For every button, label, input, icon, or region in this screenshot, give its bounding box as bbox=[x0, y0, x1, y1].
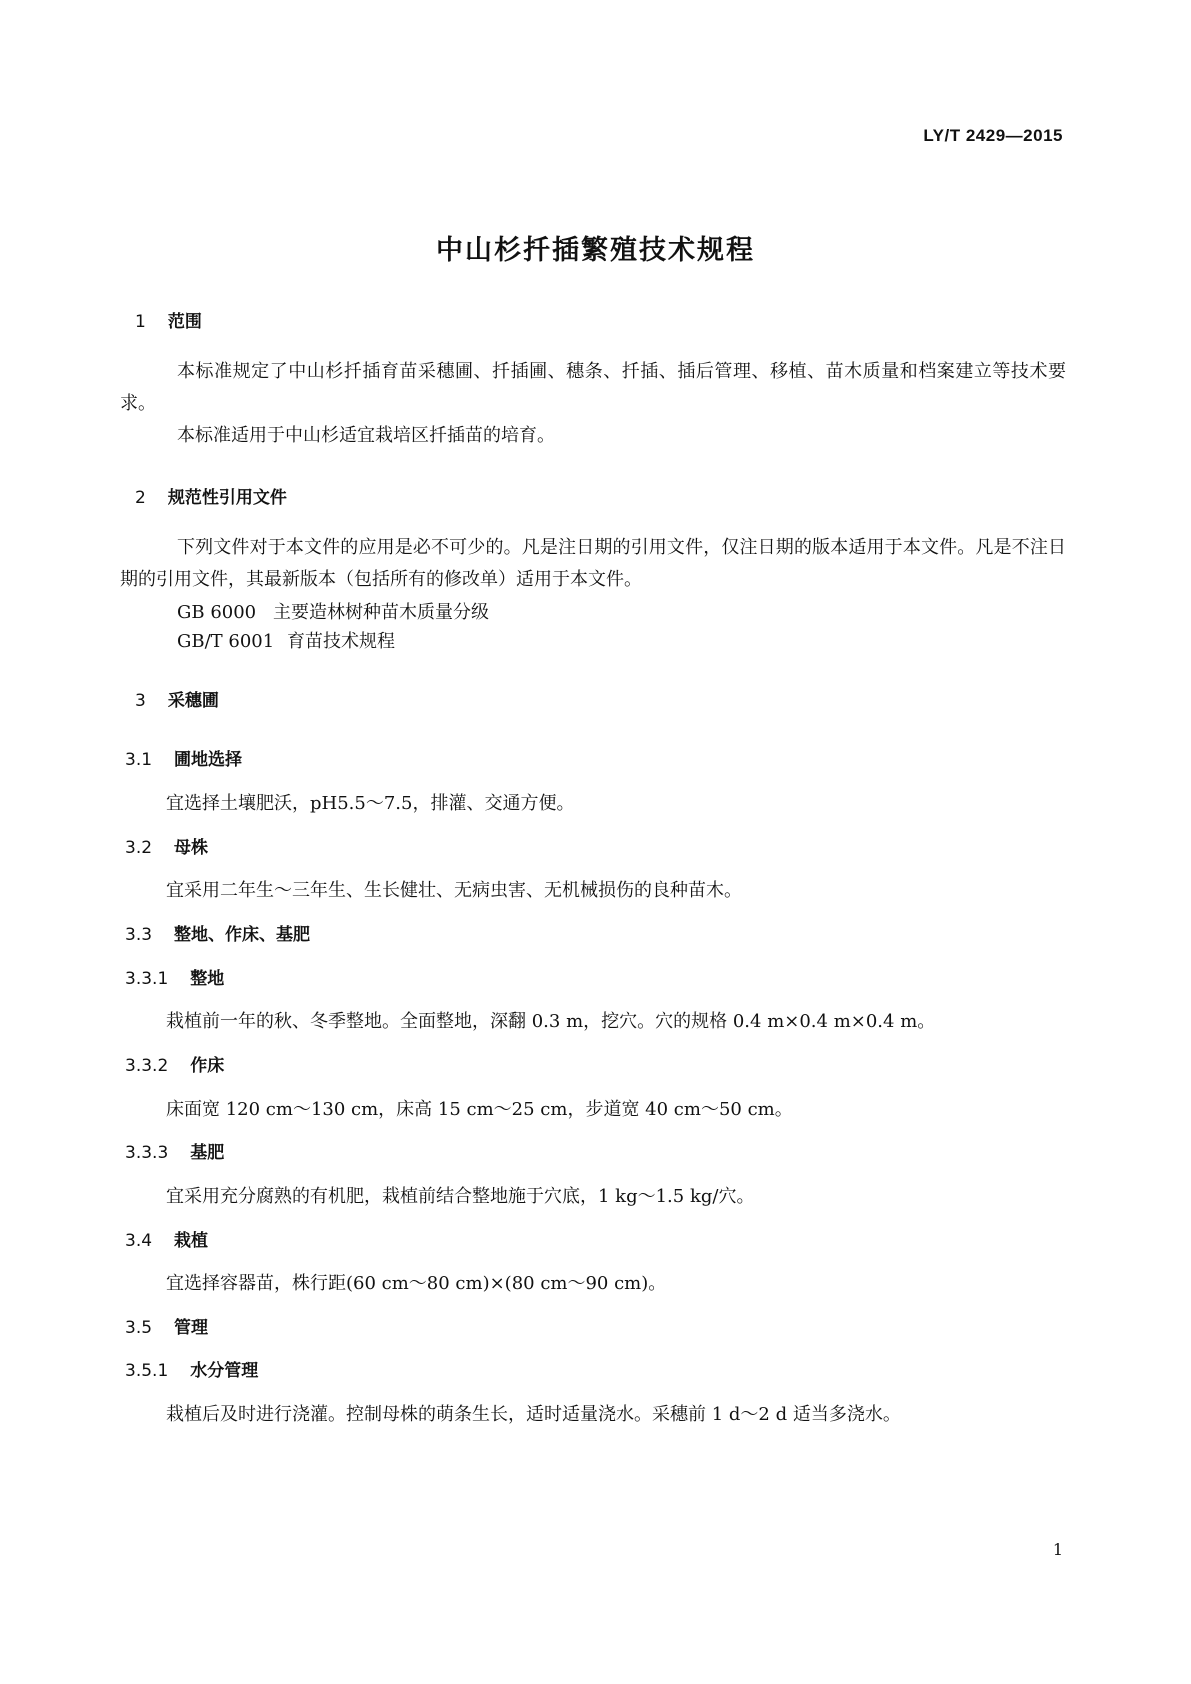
paragraph-mother-plant: 宜采用二年生～三年生、生长健壮、无病虫害、无机械损伤的良种苗木。 bbox=[166, 880, 742, 901]
section-number: 3.3.3 bbox=[125, 1143, 169, 1163]
section-title: 母株 bbox=[174, 838, 209, 858]
subsection-heading-3-5-1 bbox=[125, 1356, 258, 1381]
reference-code: GB/T 6001 bbox=[177, 631, 275, 652]
section-title: 作床 bbox=[190, 1056, 225, 1076]
reference-title: 主要造林树种苗木质量分级 bbox=[273, 602, 489, 623]
subsection-heading-3-2 bbox=[125, 833, 208, 858]
section-number: 2 bbox=[135, 488, 146, 508]
section-number: 3.5 bbox=[125, 1318, 153, 1338]
paragraph-base-fertilizer: 宜采用充分腐熟的有机肥，栽植前结合整地施于穴底，1 kg～1.5 kg/穴。 bbox=[166, 1186, 755, 1207]
subsection-heading-3-3-3 bbox=[125, 1138, 224, 1163]
section-number: 1 bbox=[135, 312, 146, 332]
paragraph-nursery-site: 宜选择土壤肥沃，pH5.5～7.5，排灌、交通方便。 bbox=[166, 793, 575, 814]
subsection-heading-3-5 bbox=[125, 1313, 208, 1338]
paragraph-normative-refs: 下列文件对于本文件的应用是必不可少的。凡是注日期的引用文件，仅注日期的版本适用于本文件。凡是不注日期的引用文件，其最新版本（包括所有的修改单）适用于本文件。 bbox=[120, 537, 1066, 590]
subsection-heading-3-3-2 bbox=[125, 1051, 224, 1076]
section-number: 3.5.1 bbox=[125, 1361, 169, 1381]
section-heading-1 bbox=[135, 307, 202, 332]
section-number: 3.3.1 bbox=[125, 969, 169, 989]
paragraph-water-management: 栽植后及时进行浇灌。控制母株的萌条生长，适时适量浇水。采穗前 1 d～2 d 适当多浇水。 bbox=[166, 1404, 901, 1425]
section-number: 3.2 bbox=[125, 838, 153, 858]
standard-code: LY/T 2429—2015 bbox=[923, 126, 1063, 145]
paragraph-land-prep: 栽植前一年的秋、冬季整地。全面整地，深翻 0.3 m，挖穴。穴的规格 0.4 m×0.4 m×0.4 m。 bbox=[166, 1011, 936, 1032]
reference-item bbox=[177, 598, 489, 624]
subsection-heading-3-4 bbox=[125, 1226, 208, 1251]
subsection-heading-3-3-1 bbox=[125, 964, 224, 989]
section-title: 栽植 bbox=[174, 1231, 209, 1251]
section-title: 整地、作床、基肥 bbox=[174, 925, 311, 945]
section-number: 3.4 bbox=[125, 1231, 153, 1251]
section-heading-3 bbox=[135, 686, 219, 711]
section-number: 3.3.2 bbox=[125, 1056, 169, 1076]
section-title: 采穗圃 bbox=[167, 691, 219, 711]
section-title: 范围 bbox=[167, 312, 202, 332]
paragraph-planting: 宜选择容器苗，株行距(60 cm～80 cm)×(80 cm～90 cm)。 bbox=[166, 1273, 667, 1294]
section-number: 3.1 bbox=[125, 750, 153, 770]
section-number: 3 bbox=[135, 691, 146, 711]
section-title: 整地 bbox=[190, 969, 225, 989]
reference-title: 育苗技术规程 bbox=[287, 631, 395, 652]
section-heading-2 bbox=[135, 483, 287, 508]
paragraph-scope-2: 本标准适用于中山杉适宜栽培区扦插苗的培育。 bbox=[177, 425, 555, 446]
section-title: 规范性引用文件 bbox=[167, 488, 287, 508]
subsection-heading-3-1 bbox=[125, 745, 242, 770]
section-title: 水分管理 bbox=[190, 1361, 259, 1381]
section-title: 基肥 bbox=[190, 1143, 225, 1163]
reference-code: GB 6000 bbox=[177, 602, 257, 623]
paragraph-bed-making: 床面宽 120 cm～130 cm，床高 15 cm～25 cm，步道宽 40 cm～50 cm。 bbox=[166, 1099, 793, 1120]
document-title: 中山杉扦插繁殖技术规程 bbox=[436, 235, 755, 266]
section-title: 圃地选择 bbox=[174, 750, 243, 770]
page-number: 1 bbox=[1052, 1540, 1063, 1559]
subsection-heading-3-3 bbox=[125, 920, 310, 945]
paragraph-scope-1: 本标准规定了中山杉扦插育苗采穗圃、扦插圃、穗条、扦插、插后管理、移植、苗木质量和档案建立等技术要求。 bbox=[120, 361, 1066, 414]
section-number: 3.3 bbox=[125, 925, 153, 945]
reference-item bbox=[177, 627, 395, 653]
section-title: 管理 bbox=[174, 1318, 209, 1338]
